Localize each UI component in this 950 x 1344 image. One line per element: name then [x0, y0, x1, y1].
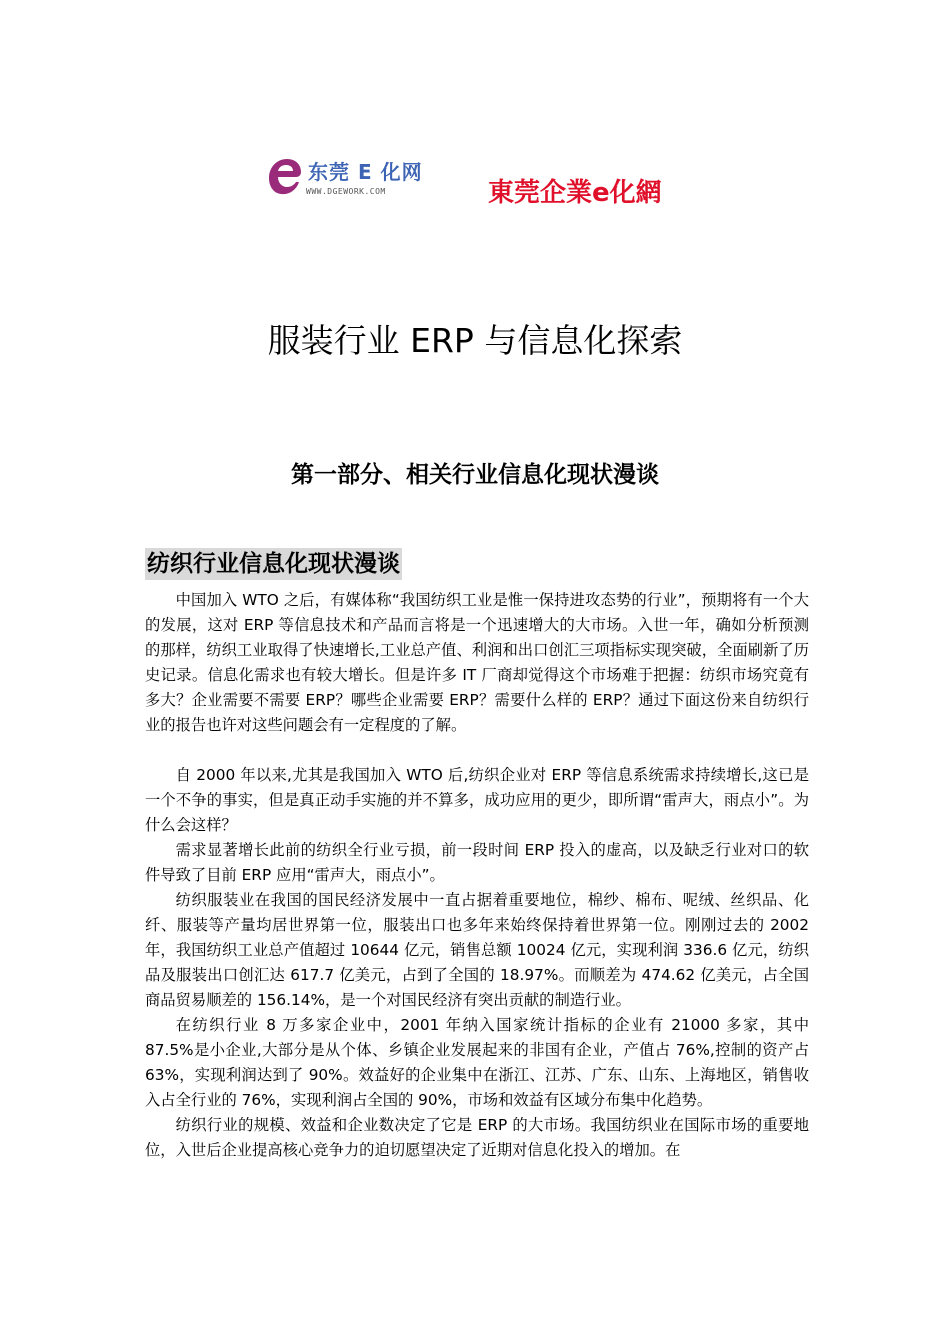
paragraph: 纺织行业的规模、效益和企业数决定了它是 ERP 的大市场。我国纺织业在国际市场的重要地位，入世后企业提高核心竞争力的迫切愿望决定了近期对信息化投入的增加。在 [145, 1116, 809, 1159]
logo-title: 东莞 E 化网 [308, 160, 423, 184]
document-title: 服装行业 ERP 与信息化探索 [267, 321, 683, 360]
paragraph: 自 2000 年以来,尤其是我国加入 WTO 后,纺织企业对 ERP 等信息系统需求持续增长,这已是一个不争的事实，但是真正动手实施的并不算多，成功应用的更少，即所谓“雷声大，雨点小”。为什么会这样？ [145, 766, 809, 834]
paragraph-spacer [145, 738, 809, 763]
paragraph: 纺织服装业在我国的国民经济发展中一直占据着重要地位，棉纱、棉布、呢绒、丝织品、化纤、服装等产量均居世界第一位，服装出口也多年来始终保持着世界第一位。刚刚过去的 2002 年，我国纺织工业总产值超过 10644 亿元，销售总额 10024 亿元，实现利润 336.6 亿元，纺织品及服装出口创汇达 617.7 亿美元，占到了全国的 18.97%。而顺差为 474.62 亿美元，占全国商品贸易顺差的 156.14%，是一个对国民经济有突出贡献的制造行业。 [145, 891, 809, 1009]
e-logo-icon [266, 154, 304, 198]
body-text [145, 588, 809, 1163]
site-logo[interactable] [266, 152, 441, 204]
paragraph: 需求显著增长此前的纺织全行业亏损，前一段时间 ERP 投入的虚高，以及缺乏行业对口的软件导致了目前 ERP 应用“雷声大，雨点小”。 [145, 841, 809, 884]
logo-url: WWW.DGEWORK.COM [306, 187, 386, 196]
paragraph: 在纺织行业 8 万多家企业中，2001 年纳入国家统计指标的企业有 21000 多家，其中 87.5%是小企业,大部分是从个体、乡镇企业发展起来的非国有企业，产值占 76%,控制的资产占 63%，实现利润达到了 90%。效益好的企业集中在浙江、江苏、广东、山东、上海地区，销售收入占全行业的 76%，实现利润占全国的 90%，市场和效益有区域分布集中化趋势。 [145, 1016, 809, 1109]
brand-name: 東莞企業e化網 [488, 178, 662, 208]
sub-heading: 纺织行业信息化现状漫谈 [145, 548, 402, 580]
paragraph: 中国加入 WTO 之后，有媒体称“我国纺织工业是惟一保持进攻态势的行业”，预期将有一个大的发展，这对 ERP 等信息技术和产品而言将是一个迅速增大的大市场。入世一年，确如分析预测的那样，纺织工业取得了快速增长,工业总产值、利润和出口创汇三项指标实现突破，全面刷新了历史记录。信息化需求也有较大增长。但是许多 IT 厂商却觉得这个市场难于把握：纺织市场究竟有多大？企业需要不需要 ERP？哪些企业需要 ERP？需要什么样的 ERP？通过下面这份来自纺织行业的报告也许对这些问题会有一定程度的了解。 [145, 591, 809, 734]
section-title: 第一部分、相关行业信息化现状漫谈 [291, 462, 659, 488]
